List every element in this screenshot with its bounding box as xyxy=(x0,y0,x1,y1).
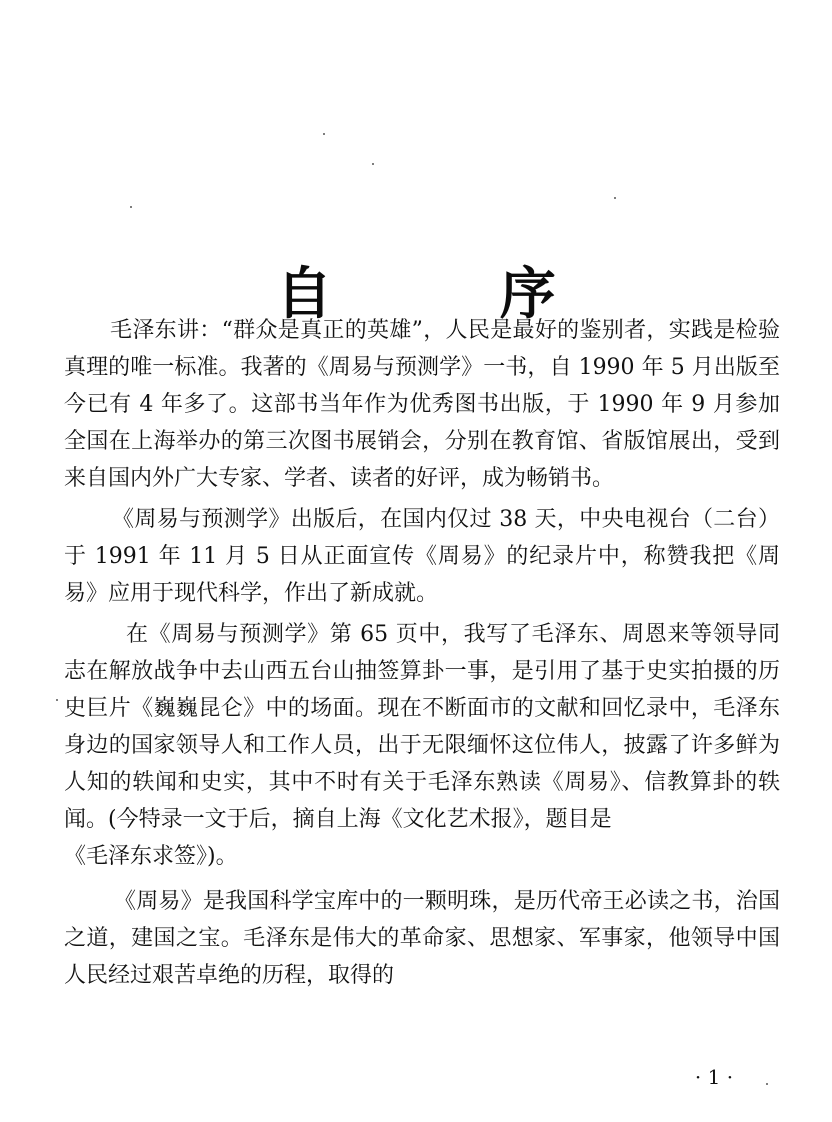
body-text xyxy=(64,312,780,994)
page-number: · 1 · xyxy=(694,1065,734,1089)
scan-speck xyxy=(130,206,132,208)
paragraph-2: 《周易与预测学》出版后，在国内仅过 38 天，中央电视台（二台）于 1991 年 11 月 5 日从正面宣传《周易》的纪录片中，称赞我把《周易》应用于现代科学，作出了新成就。 xyxy=(64,507,780,606)
paragraph-3-continuation: 《毛泽东求签》)。 xyxy=(64,844,238,869)
scan-speck xyxy=(372,163,374,165)
page-title: 自 序 xyxy=(276,261,630,327)
scan-speck xyxy=(323,133,325,135)
paragraph-1: 毛泽东讲：“群众是真正的英雄”，人民是最好的鉴别者，实践是检验真理的唯一标准。我著的《周易与预测学》一书，自 1990 年 5 月出版至今已有 4 年多了。这部书当年作为优秀图书出版，于 1990 年 9 月参加全国在上海举办的第三次图书展销会，分别在教育馆、省版馆展出，受到来自国内外广大专家、学者、读者的好评，成为畅销书。 xyxy=(64,318,780,491)
scan-speck xyxy=(56,699,58,701)
paragraph-3: 在《周易与预测学》第 65 页中，我写了毛泽东、周恩来等领导同志在解放战争中去山西五台山抽签算卦一事，是引用了基于史实拍摄的历史巨片《巍巍昆仑》中的场面。现在不断面市的文献和回忆录中，毛泽东身边的国家领导人和工作人员，出于无限缅怀这位伟人，披露了许多鲜为人知的轶闻和史实，其中不时有关于毛泽东熟读《周易》、信教算卦的轶闻。(今特录一文于后，摘自上海《文化艺术报》，题目是 xyxy=(64,622,780,832)
scan-speck xyxy=(766,1083,768,1085)
scan-speck xyxy=(614,197,616,199)
paragraph-4: 《周易》是我国科学宝库中的一颗明珠，是历代帝王必读之书，治国之道，建国之宝。毛泽东是伟大的革命家、思想家、军事家，他领导中国人民经过艰苦卓绝的历程，取得的 xyxy=(64,889,780,988)
